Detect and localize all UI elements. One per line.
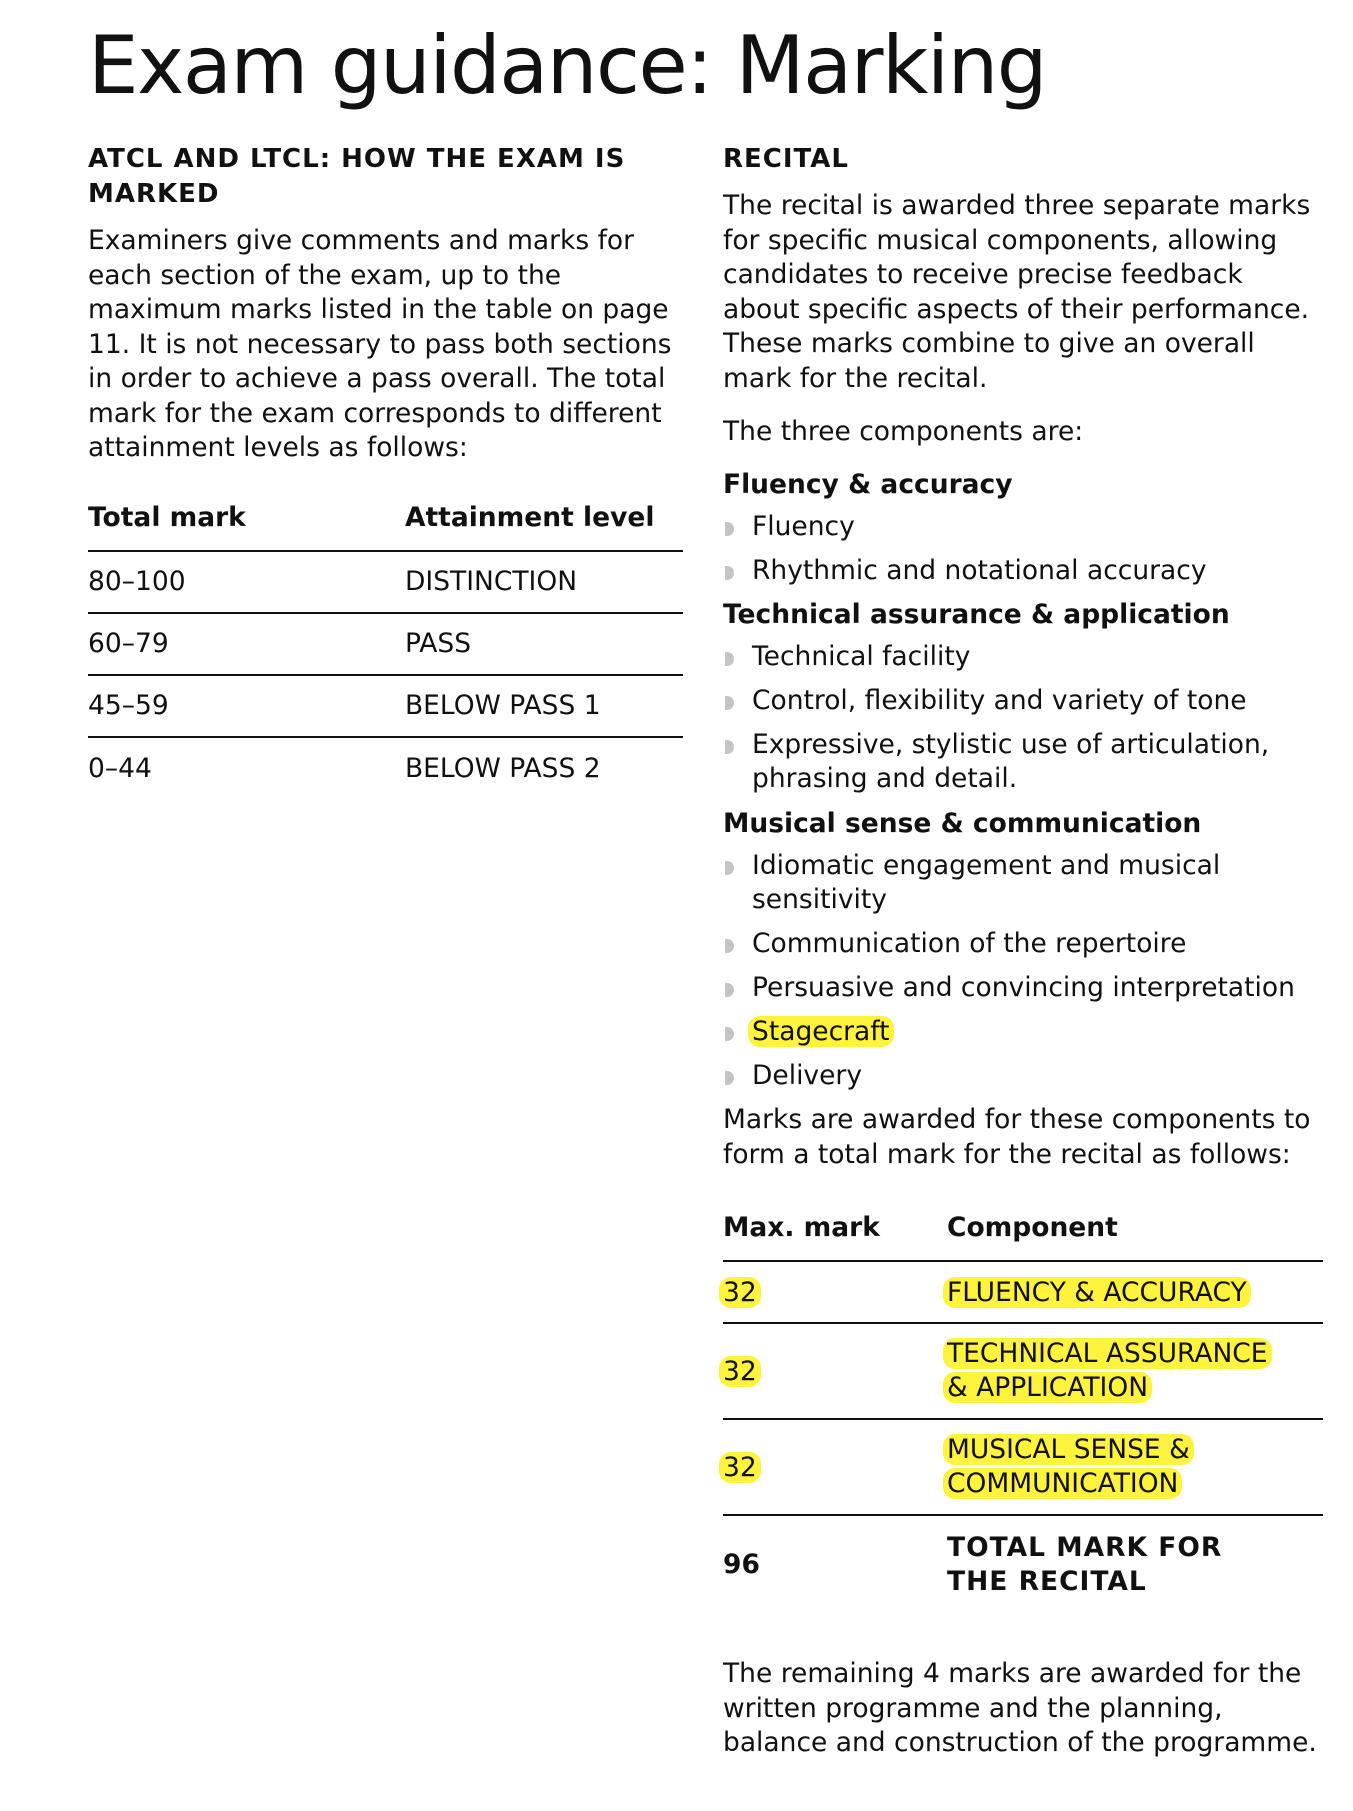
bullet-icon <box>725 939 734 953</box>
max-mark-cell: 32 <box>719 1277 761 1308</box>
component-cell-line: & APPLICATION <box>943 1372 1152 1403</box>
list-item <box>723 1015 1323 1050</box>
highlighted-text: Stagecraft <box>748 1016 894 1047</box>
bullet-icon <box>725 566 734 580</box>
bullet-icon <box>725 522 734 536</box>
col-header-total-mark: Total mark <box>88 501 246 533</box>
attainment-level-cell: BELOW PASS 1 <box>405 675 683 737</box>
list-item: Expressive, stylistic use of articulation, phrasing and detail. <box>723 728 1323 797</box>
total-label-line: THE RECITAL <box>947 1565 1147 1597</box>
total-label-line: TOTAL MARK FOR <box>947 1531 1223 1563</box>
max-mark-cell: 32 <box>719 1356 761 1387</box>
total-mark-cell: 80–100 <box>88 551 405 613</box>
table-row <box>88 737 683 799</box>
list-item: Fluency <box>723 510 1323 545</box>
list-item: Idiomatic engagement and musical sensitivity <box>723 849 1323 918</box>
col-header-component: Component <box>947 1212 1118 1243</box>
col-header-attainment-level: Attainment level <box>405 501 655 533</box>
table-row <box>723 1323 1323 1419</box>
component-cell-line: COMMUNICATION <box>943 1468 1182 1499</box>
table-row <box>723 1261 1323 1323</box>
recital-heading: RECITAL <box>723 144 849 174</box>
left-column <box>88 142 683 799</box>
recital-marks-table <box>723 1212 1323 1613</box>
total-mark-cell: 60–79 <box>88 613 405 675</box>
total-row <box>723 1515 1323 1613</box>
table-row <box>88 675 683 737</box>
bullet-icon <box>725 696 734 710</box>
max-mark-cell: 32 <box>719 1452 761 1483</box>
group-title-technical: Technical assurance & application <box>723 598 1230 630</box>
bullet-icon <box>725 740 734 754</box>
bullet-icon <box>725 652 734 666</box>
list-item: Delivery <box>723 1059 1323 1094</box>
table-row <box>723 1419 1323 1515</box>
col-header-max-mark: Max. mark <box>723 1212 880 1243</box>
table-row <box>88 551 683 613</box>
closing-text: The remaining 4 marks are awarded for the written programme and the planning, balance and construction of the programme. <box>723 1658 1317 1758</box>
technical-list <box>723 640 1323 797</box>
bullet-icon <box>725 861 734 875</box>
group-title-fluency: Fluency & accuracy <box>723 468 1013 500</box>
page-title: Exam guidance: Marking <box>88 19 1047 112</box>
marking-body: Examiners give comments and marks for each section of the exam, up to the maximum marks listed in the table on page 11. It is not necessary to pass both sections in order to achieve a pass overall. The total mark for the exam corresponds to different attainment levels as follows: <box>88 225 672 463</box>
musical-list <box>723 849 1323 1094</box>
marking-heading: ATCL AND LTCL: HOW THE EXAM IS MARKED <box>88 144 626 209</box>
table-row <box>88 613 683 675</box>
list-item: Persuasive and convincing interpretation <box>723 971 1323 1006</box>
recital-intro: The recital is awarded three separate marks for specific musical components, allowing candidates to receive precise feedback about specific aspects of their performance. These marks combine to give an overall mark for the recital. <box>723 190 1311 394</box>
attainment-table <box>88 502 683 799</box>
attainment-level-cell: BELOW PASS 2 <box>405 737 683 799</box>
attainment-level-cell: PASS <box>405 613 683 675</box>
list-item: Communication of the repertoire <box>723 927 1323 962</box>
total-mark-cell: 45–59 <box>88 675 405 737</box>
fluency-list <box>723 510 1323 589</box>
bullet-icon <box>725 983 734 997</box>
bullet-icon <box>725 1027 734 1041</box>
components-intro: The three components are: <box>723 416 1084 447</box>
bullet-icon <box>725 1071 734 1085</box>
total-mark-value: 96 <box>723 1549 760 1580</box>
attainment-level-cell: DISTINCTION <box>405 551 683 613</box>
component-cell-line: MUSICAL SENSE & <box>943 1434 1194 1465</box>
component-cell: FLUENCY & ACCURACY <box>943 1277 1251 1308</box>
list-item: Rhythmic and notational accuracy <box>723 554 1323 589</box>
total-mark-cell: 0–44 <box>88 737 405 799</box>
list-item: Control, flexibility and variety of tone <box>723 684 1323 719</box>
marks-intro: Marks are awarded for these components to form a total mark for the recital as follows: <box>723 1104 1311 1170</box>
group-title-musical: Musical sense & communication <box>723 807 1202 839</box>
component-cell-line: TECHNICAL ASSURANCE <box>943 1338 1272 1369</box>
right-column <box>723 142 1323 1761</box>
list-item: Technical facility <box>723 640 1323 675</box>
